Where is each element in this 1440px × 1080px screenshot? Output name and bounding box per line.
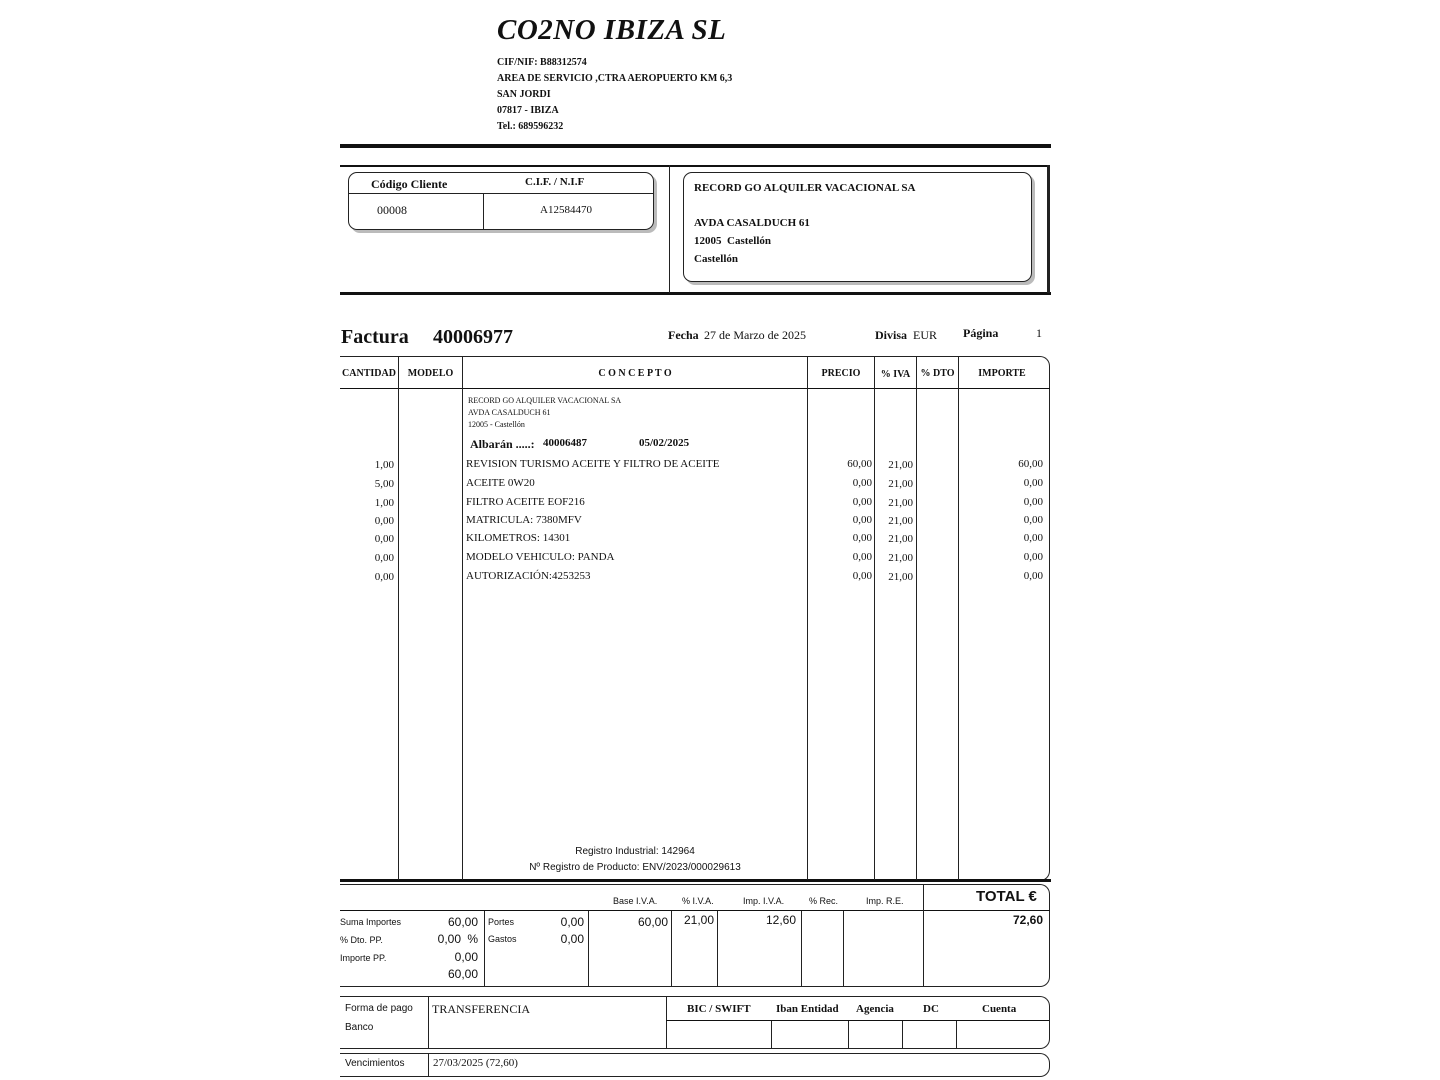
gastos-label: Gastos bbox=[488, 934, 517, 944]
item-importe: 0,00 bbox=[1023, 570, 1043, 582]
item-concepto: AUTORIZACIÓN:4253253 bbox=[466, 570, 591, 582]
item-importe: 0,00 bbox=[1023, 477, 1043, 489]
item-iva: 21,00 bbox=[888, 515, 913, 527]
client-cif-label: C.I.F. / N.I.F bbox=[525, 176, 585, 188]
client-section-bottom bbox=[340, 292, 1051, 295]
item-precio: 0,00 bbox=[852, 514, 872, 526]
suma-importes-label: Suma Importes bbox=[340, 917, 402, 927]
item-cantidad: 0,00 bbox=[374, 552, 394, 564]
totals-col-4 bbox=[717, 911, 718, 986]
invoice-date-value: 27 de Marzo de 2025 bbox=[704, 328, 806, 342]
albaran-label: Albarán .....: bbox=[470, 437, 535, 451]
total-value: 72,60 bbox=[1012, 913, 1043, 927]
recipient-name: RECORD GO ALQUILER VACACIONAL SA bbox=[694, 182, 916, 194]
item-precio: 0,00 bbox=[852, 477, 872, 489]
client-code-label: Código Cliente bbox=[371, 177, 448, 191]
agencia-label: Agencia bbox=[856, 1003, 894, 1015]
item-iva: 21,00 bbox=[888, 533, 913, 545]
invoice-date-label: Fecha bbox=[668, 328, 699, 342]
invoice-label: Factura bbox=[341, 326, 409, 348]
company-name: CO2NO IBIZA SL bbox=[497, 14, 727, 46]
forma-pago-label: Forma de pago bbox=[345, 1003, 413, 1014]
invoice-page-label: Página bbox=[963, 326, 999, 340]
item-iva: 21,00 bbox=[888, 571, 913, 583]
item-importe: 0,00 bbox=[1023, 514, 1043, 526]
dc-label: DC bbox=[923, 1003, 939, 1015]
client-box-col-divider bbox=[483, 193, 484, 229]
recipient-province: Castellón bbox=[694, 253, 738, 265]
item-concepto: FILTRO ACEITE EOF216 bbox=[466, 496, 585, 508]
client-section-top bbox=[340, 165, 1049, 167]
item-concepto: KILOMETROS: 14301 bbox=[466, 532, 571, 544]
item-cantidad: 1,00 bbox=[374, 497, 394, 509]
dto-pp-value: 0,00 bbox=[437, 932, 461, 946]
item-iva: 21,00 bbox=[888, 552, 913, 564]
recipient-street: AVDA CASALDUCH 61 bbox=[694, 217, 810, 229]
forma-pago-value: TRANSFERENCIA bbox=[432, 1002, 531, 1016]
pct-iva-label: % I.V.A. bbox=[682, 896, 714, 906]
item-importe: 0,00 bbox=[1023, 532, 1043, 544]
registro-industrial: Registro Industrial: 142964 bbox=[575, 846, 695, 857]
item-cantidad: 5,00 bbox=[374, 478, 394, 490]
recipient-box bbox=[683, 172, 1032, 282]
invoice-currency-value: EUR bbox=[913, 328, 937, 342]
pct-iva-value: 21,00 bbox=[683, 913, 714, 927]
dto-pp-pct: % bbox=[467, 932, 478, 946]
imp-iva-value: 12,60 bbox=[765, 913, 796, 927]
client-code-box bbox=[348, 172, 654, 230]
address-block-line-3: 12005 - Castellón bbox=[468, 420, 525, 429]
client-cif-value: A12584470 bbox=[540, 204, 592, 216]
pct-rec-label: % Rec. bbox=[809, 896, 839, 906]
item-precio: 0,00 bbox=[852, 496, 872, 508]
payment-col-4 bbox=[848, 1020, 849, 1048]
col-line-6 bbox=[958, 357, 959, 880]
totals-header-divider bbox=[340, 910, 1050, 911]
item-iva: 21,00 bbox=[888, 478, 913, 490]
header-divider bbox=[340, 144, 1051, 148]
client-section-right bbox=[1047, 165, 1050, 293]
payment-col-2 bbox=[666, 997, 667, 1048]
item-importe: 60,00 bbox=[1018, 458, 1043, 470]
totals-col-6 bbox=[843, 911, 844, 986]
importe-pp-value: 0,00 bbox=[454, 950, 478, 964]
albaran-date: 05/02/2025 bbox=[639, 437, 690, 449]
header-precio: PRECIO bbox=[821, 368, 861, 379]
client-code-value: 00008 bbox=[377, 203, 407, 217]
albaran-number: 40006487 bbox=[543, 437, 587, 449]
header-dto: % DTO bbox=[920, 368, 955, 379]
totals-col-7 bbox=[923, 885, 924, 986]
header-concepto: C O N C E P T O bbox=[598, 368, 672, 379]
col-line-3 bbox=[807, 357, 808, 880]
col-line-1 bbox=[398, 357, 399, 880]
total-label: TOTAL € bbox=[976, 888, 1037, 905]
recipient-city: 12005 Castellón bbox=[694, 235, 771, 247]
registro-producto: Nº Registro de Producto: ENV/2023/000029613 bbox=[529, 862, 741, 873]
header-importe: IMPORTE bbox=[978, 368, 1026, 379]
item-precio: 0,00 bbox=[852, 551, 872, 563]
imp-re-label: Imp. R.E. bbox=[866, 896, 904, 906]
totals-col-5 bbox=[801, 911, 802, 986]
bic-swift-label: BIC / SWIFT bbox=[687, 1003, 751, 1015]
item-cantidad: 0,00 bbox=[374, 571, 394, 583]
item-precio: 0,00 bbox=[852, 570, 872, 582]
item-concepto: REVISION TURISMO ACEITE Y FILTRO DE ACEITE bbox=[466, 458, 720, 470]
subtotal-value: 60,00 bbox=[447, 967, 478, 981]
header-modelo: MODELO bbox=[407, 368, 454, 379]
gastos-value: 0,00 bbox=[560, 932, 584, 946]
totals-col-1 bbox=[484, 911, 485, 986]
client-box-row-divider bbox=[349, 193, 653, 194]
importe-pp-label: Importe PP. bbox=[340, 953, 387, 963]
base-iva-label: Base I.V.A. bbox=[613, 896, 658, 906]
company-cif: CIF/NIF: B88312574 bbox=[497, 57, 587, 68]
portes-label: Portes bbox=[488, 917, 515, 927]
company-address-3: 07817 - IBIZA bbox=[497, 105, 559, 116]
col-line-4 bbox=[874, 357, 875, 880]
items-header-divider bbox=[340, 388, 1050, 389]
company-address-1: AREA DE SERVICIO ,CTRA AEROPUERTO KM 6,3 bbox=[497, 73, 733, 84]
imp-iva-label: Imp. I.V.A. bbox=[743, 896, 785, 906]
header-cantidad: CANTIDAD bbox=[342, 368, 396, 379]
cuenta-label: Cuenta bbox=[982, 1003, 1017, 1015]
payment-row-divider bbox=[666, 1020, 1049, 1021]
item-iva: 21,00 bbox=[888, 497, 913, 509]
item-concepto: ACEITE 0W20 bbox=[466, 477, 535, 489]
banco-label: Banco bbox=[345, 1022, 374, 1033]
invoice-page-value: 1 bbox=[1036, 326, 1042, 340]
payment-col-6 bbox=[956, 1020, 957, 1048]
totals-col-2 bbox=[588, 911, 589, 986]
payment-col-1 bbox=[428, 997, 429, 1048]
address-block-line-2: AVDA CASALDUCH 61 bbox=[468, 408, 551, 417]
vencimientos-divider bbox=[428, 1054, 429, 1076]
company-address-2: SAN JORDI bbox=[497, 89, 551, 100]
company-phone: Tel.: 689596232 bbox=[497, 121, 564, 132]
item-iva: 21,00 bbox=[888, 459, 913, 471]
invoice-currency-label: Divisa bbox=[875, 328, 908, 342]
items-table-bottom bbox=[340, 879, 1051, 882]
base-iva-value: 60,00 bbox=[637, 915, 668, 929]
address-block-line-1: RECORD GO ALQUILER VACACIONAL SA bbox=[468, 396, 622, 405]
item-importe: 0,00 bbox=[1023, 551, 1043, 563]
item-concepto: MODELO VEHICULO: PANDA bbox=[466, 551, 615, 563]
item-cantidad: 0,00 bbox=[374, 515, 394, 527]
suma-importes-value: 60,00 bbox=[447, 915, 478, 929]
portes-value: 0,00 bbox=[560, 915, 584, 929]
item-cantidad: 0,00 bbox=[374, 533, 394, 545]
item-precio: 0,00 bbox=[852, 532, 872, 544]
iban-entidad-label: Iban Entidad bbox=[776, 1003, 839, 1015]
payment-col-5 bbox=[902, 1020, 903, 1048]
client-section-divider bbox=[669, 165, 670, 293]
vencimientos-value: 27/03/2025 (72,60) bbox=[433, 1057, 518, 1069]
items-table bbox=[340, 356, 1050, 881]
item-precio: 60,00 bbox=[847, 458, 872, 470]
col-line-2 bbox=[462, 357, 463, 880]
col-line-5 bbox=[916, 357, 917, 880]
dto-pp-label: % Dto. PP. bbox=[340, 935, 383, 945]
invoice-number: 40006977 bbox=[433, 326, 513, 348]
vencimientos-label: Vencimientos bbox=[345, 1058, 405, 1069]
item-cantidad: 1,00 bbox=[374, 459, 394, 471]
payment-col-3 bbox=[771, 1020, 772, 1048]
header-iva: % IVA bbox=[880, 369, 911, 380]
item-importe: 0,00 bbox=[1023, 496, 1043, 508]
item-concepto: MATRICULA: 7380MFV bbox=[466, 514, 582, 526]
